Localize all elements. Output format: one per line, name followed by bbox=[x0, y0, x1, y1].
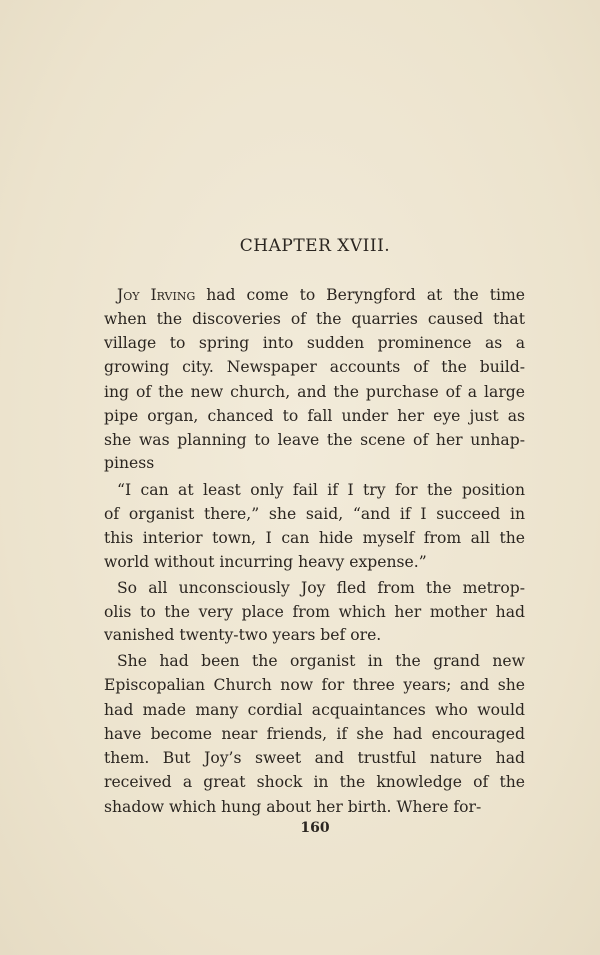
text-line bbox=[104, 382, 525, 402]
text-line bbox=[117, 578, 525, 598]
line-text: Episcopalian Church now for three years; and she bbox=[104, 676, 525, 694]
text-line bbox=[117, 480, 525, 500]
text-line bbox=[104, 602, 525, 622]
text-line bbox=[104, 528, 525, 548]
line-text: village to spring into sudden prominence as a bbox=[104, 334, 525, 352]
text-line bbox=[117, 285, 525, 305]
line-text: vanished twenty-two years bef ore. bbox=[104, 626, 382, 644]
line-text: world without incurring heavy expense.” bbox=[104, 553, 427, 571]
text-line bbox=[104, 453, 525, 473]
line-text: olis to the very place from which her mother had bbox=[104, 603, 525, 621]
text-line bbox=[104, 406, 525, 426]
line-text: them. But Joy’s sweet and trustful nature had bbox=[104, 749, 525, 767]
text-line bbox=[104, 504, 525, 524]
line-text: when the discoveries of the quarries caused that bbox=[104, 310, 525, 328]
page-number: 160 bbox=[300, 820, 330, 836]
text-line bbox=[104, 748, 525, 768]
line-text: received a great shock in the knowledge of the bbox=[104, 773, 525, 791]
line-text: had come to Beryngford at the time bbox=[195, 286, 525, 304]
line-text: pipe organ, chanced to fall under her eye just as bbox=[104, 407, 525, 425]
chapter-heading: CHAPTER XVIII. bbox=[239, 236, 391, 256]
line-text: She had been the organist in the grand new bbox=[117, 652, 525, 670]
line-text: of organist there,” she said, “and if I succeed in bbox=[104, 505, 525, 523]
text-line bbox=[104, 625, 525, 645]
text-line bbox=[104, 333, 525, 353]
small-caps-name: Joy Irving bbox=[117, 286, 196, 304]
text-line bbox=[104, 430, 525, 450]
line-text: ing of the new church, and the purchase of a large bbox=[104, 383, 525, 401]
text-line bbox=[104, 552, 525, 572]
text-line bbox=[104, 700, 525, 720]
line-text: this interior town, I can hide myself from all the bbox=[104, 529, 525, 547]
line-text: growing city. Newspaper accounts of the build- bbox=[104, 358, 525, 376]
text-line bbox=[104, 772, 525, 792]
line-text: have become near friends, if she had encouraged bbox=[104, 725, 525, 743]
text-line bbox=[104, 797, 525, 817]
line-text: piness bbox=[104, 454, 155, 472]
text-line bbox=[104, 309, 525, 329]
text-line bbox=[104, 724, 525, 744]
text-line bbox=[104, 357, 525, 377]
text-line bbox=[104, 675, 525, 695]
line-text: had made many cordial acquaintances who would bbox=[104, 701, 525, 719]
line-text: “I can at least only fail if I try for the position bbox=[117, 481, 525, 499]
line-text: shadow which hung about her birth. Where for- bbox=[104, 798, 482, 816]
text-line bbox=[117, 651, 525, 671]
line-text: So all unconsciously Joy fled from the metrop- bbox=[117, 579, 525, 597]
line-text: she was planning to leave the scene of her unhap- bbox=[104, 431, 525, 449]
